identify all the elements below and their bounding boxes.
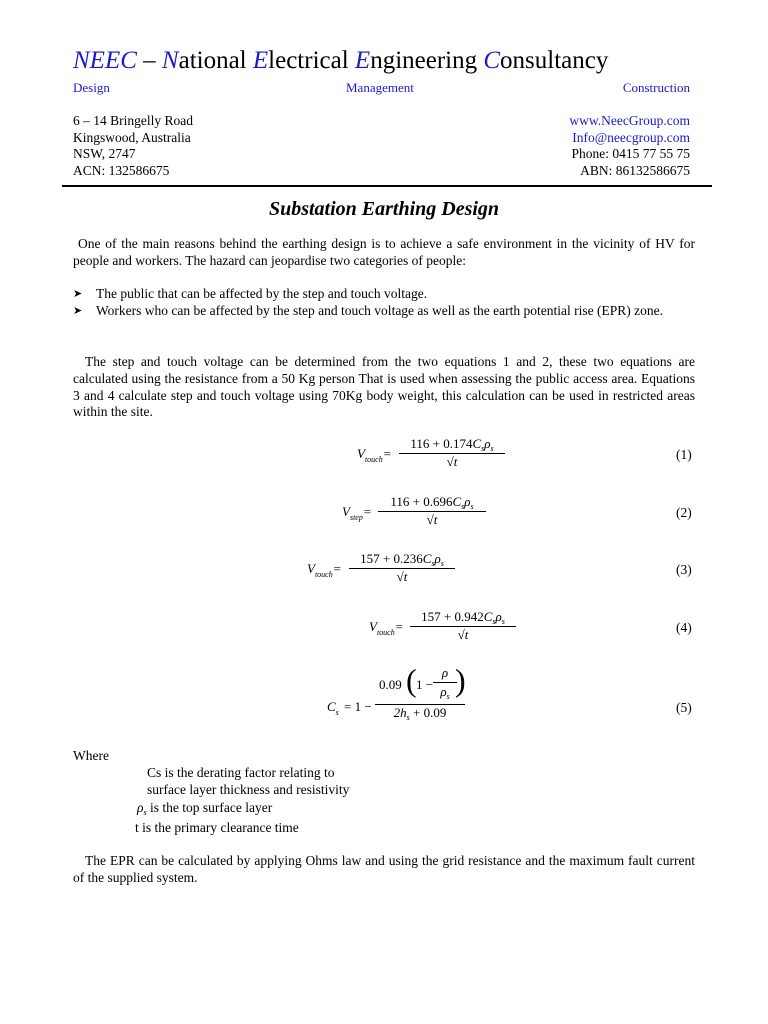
bullet-list: [73, 286, 695, 320]
abn-line: ABN: 86132586675: [580, 162, 690, 178]
tagline-construction: Construction: [622, 80, 690, 95]
equation-lhs: $V_{touch}=$: [369, 619, 404, 637]
list-item: [73, 286, 695, 303]
banner-dash: –: [143, 47, 156, 74]
phone-line: Phone: 0415 77 55 75: [571, 146, 690, 161]
step-touch-paragraph: The step and touch voltage can be determined from the two equations 1 and 2, these two equations are calculated using the resistance from a 50 Kg person That is used when assessing the public access area. Equations 3 and 4 calculate step and touch voltage using 70Kg body weight, this calculation can be used in restricted areas within the site.: [73, 354, 695, 420]
arrow-bullet-icon: ➤: [73, 288, 83, 300]
company-acronym: NEEC: [73, 47, 137, 74]
document-title: Substation Earthing Design: [268, 198, 500, 220]
contact-column: [569, 113, 690, 179]
intro-paragraph: One of the main reasons behind the earthing design is to achieve a safe environment in the vicinity of HV for people and workers. The hazard can jeopardise two categories of people:: [73, 236, 695, 268]
banner-cap-e1: E: [252, 47, 269, 74]
equation-number: (2): [676, 505, 692, 520]
address-line: Kingswood, Australia: [73, 129, 191, 145]
tagline-design: Design: [73, 80, 110, 95]
bullet-text: Workers who can be affected by the step and touch voltage as well as the earth potential rise (EPR) zone.: [96, 302, 663, 318]
bullet-text: The public that can be affected by the step and touch voltage.: [96, 286, 428, 301]
equation-number: (5): [676, 700, 692, 715]
equation-fraction: $157 + 0.942C_s\rho_s$ √t: [410, 609, 516, 643]
equation-number: (3): [676, 562, 692, 577]
address-line: NSW, 2747: [73, 146, 136, 161]
equation-fraction: $157 + 0.236C_s\rho_s$ √t: [349, 551, 455, 585]
company-banner: [73, 44, 690, 78]
where-line: surface layer thickness and resistivity: [147, 782, 350, 797]
equation-fraction: 0.09 ( 1 − ρ $\rho_s$ ) $2h_s + 0.09$: [375, 662, 465, 722]
equation-lhs: $C_s$: [327, 699, 339, 717]
equation-lhs: $V_{touch}=$: [307, 561, 342, 579]
equation-fraction: $116 + 0.696C_s\rho_s$ √t: [378, 494, 486, 528]
equation-number: (1): [676, 447, 692, 462]
banner-cap-n: N: [161, 47, 179, 74]
equation-number: (4): [676, 620, 692, 635]
list-item: [73, 303, 695, 320]
equation-lhs: $V_{step}=$: [342, 504, 372, 522]
where-line: Cs is the derating factor relating to: [147, 765, 335, 780]
where-label: Where: [73, 748, 109, 763]
banner-word-engineering: ngineering: [370, 47, 478, 74]
banner-word-national: ational: [178, 47, 247, 74]
equation-lhs: $V_{touch}=$: [357, 446, 392, 464]
where-line: t is the primary clearance time: [135, 820, 299, 835]
where-line-rho: $\rho_s$ is the top surface layer: [137, 800, 273, 817]
website-link[interactable]: www.NeecGroup.com: [569, 113, 690, 128]
tagline: [73, 80, 690, 98]
equation-one-minus: = 1 −: [344, 699, 372, 714]
acn-line: ACN: 132586675: [73, 162, 170, 178]
epr-paragraph: The EPR can be calculated by applying Ohms law and using the grid resistance and the maximum fault current of the supplied system.: [73, 853, 695, 885]
email-link[interactable]: Info@neecgroup.com: [572, 129, 690, 145]
banner-cap-e2: E: [354, 47, 371, 74]
banner-cap-c: C: [483, 47, 501, 74]
banner-word-consultancy: onsultancy: [500, 47, 609, 74]
equation-fraction: $116 + 0.174C_s\rho_s$ √t: [399, 436, 505, 470]
address-column: [73, 113, 193, 179]
address-line: 6 – 14 Bringelly Road: [73, 113, 193, 128]
tagline-management: Management: [346, 80, 414, 95]
arrow-bullet-icon: ➤: [73, 304, 83, 317]
header-divider: [62, 185, 712, 187]
banner-word-electrical: lectrical: [268, 47, 349, 74]
